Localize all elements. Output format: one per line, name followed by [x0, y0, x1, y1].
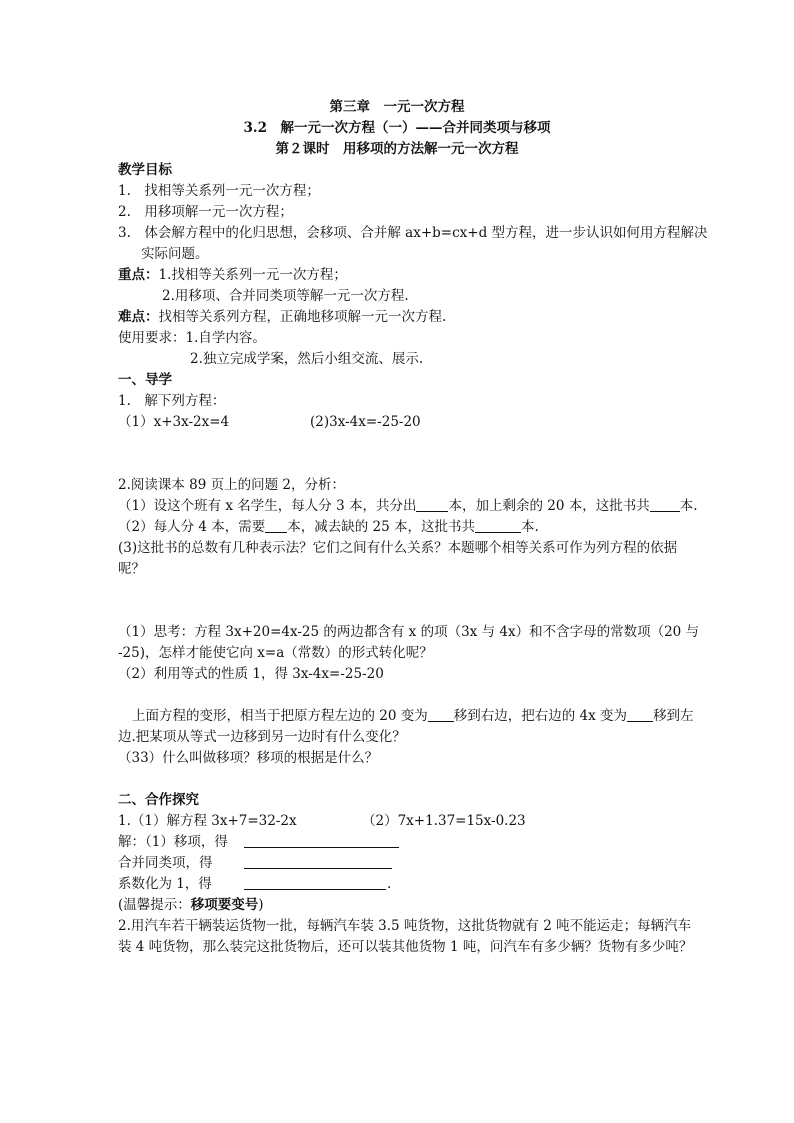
- tip-prefix: (温馨提示：: [118, 897, 191, 913]
- difficulty-label: 难点：: [118, 309, 159, 325]
- q2b-text-2: 本，减去缺的 25 本，这批书共: [287, 519, 476, 535]
- usage-label: 使用要求：: [118, 330, 186, 346]
- transform-line-1: [132, 706, 694, 726]
- transform-blank-2[interactable]: [627, 707, 653, 722]
- think-line-3: （2）利用等式的性质 1，得 3x-4x=-25-20: [118, 666, 384, 682]
- lesson-title: 第２课时 用移项的方法解一元一次方程: [275, 141, 519, 157]
- difficulty-line: [118, 307, 446, 327]
- q2b-text-3: 本.: [521, 519, 539, 535]
- guide-question-1: 1. 解下列方程：: [118, 393, 226, 409]
- transform-text-1: 上面方程的变形，相当于把原方程左边的 20 变为: [132, 708, 428, 724]
- objective-1: 1. 找相等关系列一元一次方程；: [118, 183, 320, 199]
- usage-requirement-2: 2.独立完成学案，然后小组交流、展示.: [190, 351, 424, 367]
- q2a-text-2: 本，加上剩余的 20 本，这批书共: [448, 498, 650, 514]
- tip-emphasis: 移项要变号: [190, 897, 259, 913]
- solution-blank-1[interactable]: [244, 847, 399, 848]
- solution-step-2-label: 合并同类项，得: [118, 855, 213, 871]
- guide-equation-2: (2)3x-4x=-25-20: [310, 414, 421, 430]
- q2a-text-3: 本.: [679, 498, 698, 514]
- guide-question-2a: [118, 496, 698, 516]
- q2a-blank-2[interactable]: [650, 497, 680, 512]
- chapter-title: 第三章 一元一次方程: [329, 99, 465, 115]
- guide-question-2c: (3)这批书的总数有几种表示法？它们之间有什么关系？本题哪个相等关系可作为列方程的依据: [118, 540, 678, 556]
- usage-requirement-1: 1.自学内容。: [185, 330, 266, 346]
- guide-equation-1: （1）x+3x-2x=4: [118, 414, 230, 430]
- q2b-blank-1[interactable]: [265, 518, 287, 533]
- usage-line-1: [118, 328, 266, 348]
- solution-step-1: [118, 832, 228, 852]
- objective-2: 2. 用移项解一元一次方程；: [118, 204, 293, 220]
- key-points-label: 重点：: [118, 267, 159, 283]
- q2b-text-1: （2）每人分 4 本，需要: [118, 519, 266, 535]
- think-line-1: （1）思考：方程 3x+20=4x-25 的两边都含有 x 的项（3x 与 4x）和不含字母的常数项（20 与: [118, 624, 700, 640]
- q2b-blank-2[interactable]: [475, 518, 521, 533]
- solution-step-3: [118, 874, 212, 894]
- transform-line-2: 边.把某项从等式一边移到另一边时有什么变化？: [118, 729, 406, 745]
- guide-question-2: 2.阅读课本 89 页上的问题 2，分析：: [118, 477, 346, 493]
- explore-equation-1: 1.（1）解方程 3x+7=32-2x: [118, 813, 297, 829]
- guide-question-2b: [118, 517, 539, 537]
- solution-step-3-label: 系数化为 1，得: [118, 876, 212, 892]
- guide-question-2c-continued: 呢？: [118, 561, 145, 577]
- key-points-line-1: [118, 265, 347, 285]
- tip-line: [118, 895, 264, 915]
- q2a-text-1: （1）设这个班有 x 名学生，每人分 3 本，共分出: [118, 498, 417, 514]
- q2a-blank-1[interactable]: [416, 497, 448, 512]
- section-title: 3.2 解一元一次方程（一）——合并同类项与移项: [243, 120, 551, 136]
- key-point-2: 2.用移项、合并同类项等解一元一次方程.: [162, 288, 409, 304]
- explore-problem-2-line-2: 装 4 吨货物，那么装完这批货物后，还可以装其他货物 1 吨，问汽车有多少辆？货物有多少吨？: [118, 939, 693, 955]
- objective-3: 3. 体会解方程中的化归思想，会移项、合并解 ax+b=cx+d 型方程，进一步认识如何用方程解决: [118, 225, 708, 241]
- explore-heading: 二、合作探究: [118, 792, 199, 808]
- solution-step-3-period: .: [387, 876, 392, 892]
- explore-problem-2-line-1: 2.用汽车若干辆装运货物一批，每辆汽车装 3.5 吨货物，这批货物就有 2 吨不能运走；每辆汽车: [118, 918, 692, 934]
- solution-blank-2[interactable]: [244, 868, 392, 869]
- solution-blank-3[interactable]: [244, 889, 386, 890]
- transform-text-2: 移到右边，把右边的 4x 变为: [453, 708, 628, 724]
- explore-equation-2: （2）7x+1.37=15x-0.23: [362, 813, 526, 829]
- objectives-heading: 教学目标: [118, 162, 172, 178]
- tip-suffix: ): [258, 897, 264, 913]
- solution-step-2: [118, 853, 213, 873]
- difficulty-text: 找相等关系列方程，正确地移项解一元一次方程.: [158, 309, 447, 325]
- transform-blank-1[interactable]: [428, 707, 454, 722]
- think-line-2: -25)，怎样才能使它向 x=a（常数）的形式转化呢？: [118, 645, 433, 661]
- objective-3-continued: 实际问题。: [141, 246, 209, 262]
- solution-step-1-label: 解：（1）移项，得: [118, 834, 228, 850]
- key-point-1: 1.找相等关系列一元一次方程；: [158, 267, 347, 283]
- guide-heading: 一、导学: [118, 372, 172, 388]
- transform-text-3: 移到左: [653, 708, 694, 724]
- transform-line-3: （33）什么叫做移项？移项的根据是什么？: [118, 750, 379, 766]
